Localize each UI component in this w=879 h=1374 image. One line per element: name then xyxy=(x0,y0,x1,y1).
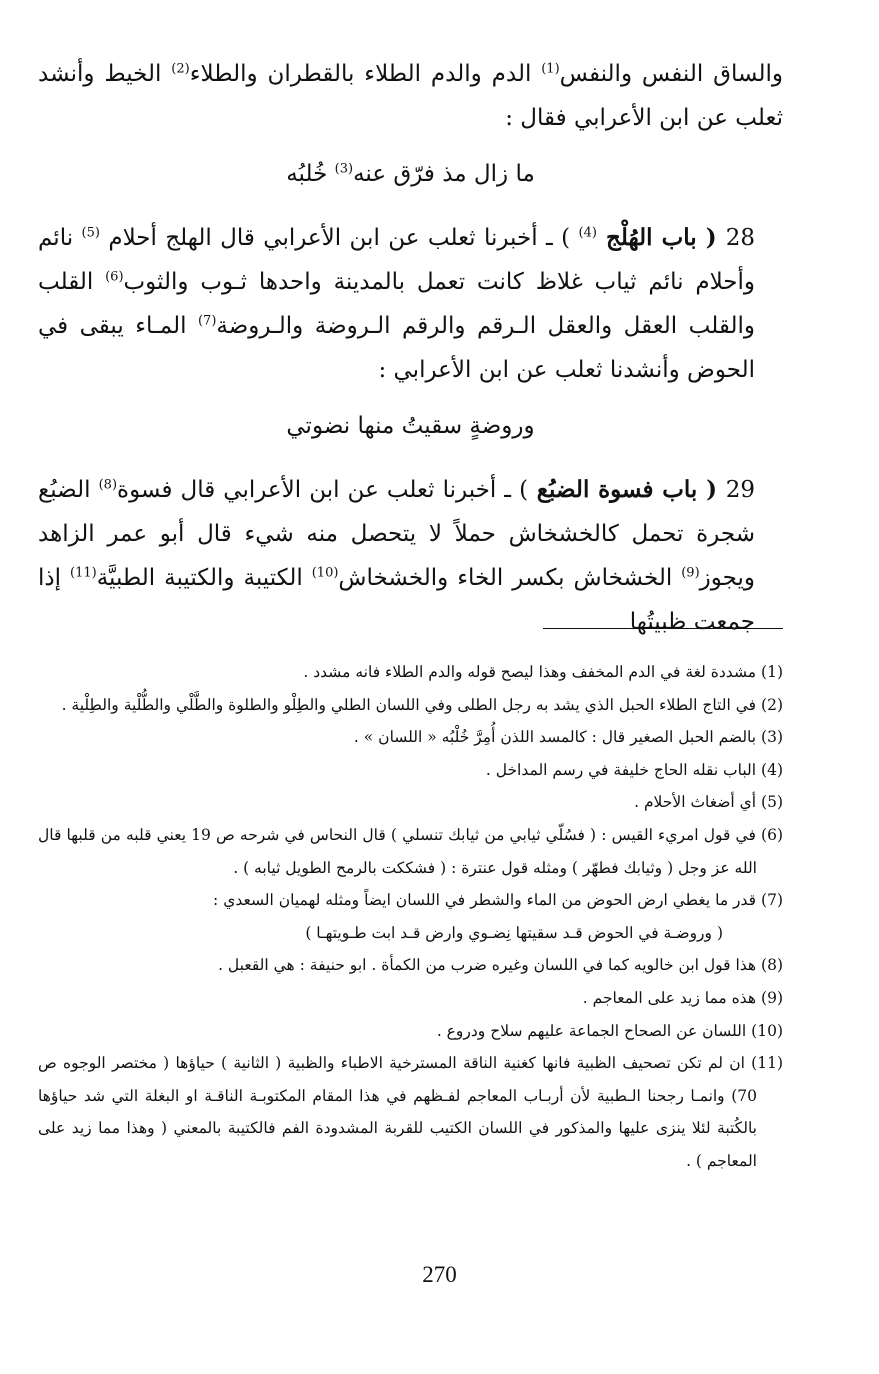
text-run: وروضةٍ سقيتُ منها نضوتي xyxy=(286,413,535,439)
text-run: ) ـ أخبرنا ثعلب عن ابن الأعرابي قال فسوة xyxy=(117,477,529,503)
section-title: ( باب الهُلْج xyxy=(596,224,726,251)
paragraph-intro xyxy=(38,52,783,140)
section-number: 28 xyxy=(725,225,755,251)
text-run: نائم وأحلام نائم ثياب غلاظ كانت تعمل بالمدينة واحدها ثـوب والثوب xyxy=(38,225,756,295)
footnotes xyxy=(38,656,783,1178)
page-number: 270 xyxy=(422,1262,457,1287)
text-run: الخيط وأنشد ثعلب عن ابن الأعرابي فقال : xyxy=(38,61,783,131)
footnote-4: (4) الباب نقله الحاج خليفة في رسم المداخل . xyxy=(485,760,783,779)
footnote-7-verse: ( وروضـة في الحوض قـد سقيتها نِضـوي وارض قـد ابت طـويتهـا ) xyxy=(305,923,723,942)
footnote-9: (9) هذه مما زيد على المعاجم . xyxy=(582,988,783,1007)
text-run: خُلبُه xyxy=(286,161,335,187)
footnote-ref: (3) xyxy=(334,161,354,177)
verse-line xyxy=(38,152,783,196)
footnote-2: (2) في التاج الطلاء الحبل الذي يشد به رجل الطلى وفي اللسان الطلي والطِلْو والطلوة والطَّلْي والطُّلْية والطِلْية . xyxy=(61,695,783,714)
section-number: 29 xyxy=(725,477,755,503)
footnote-11: (11) ان لم تكن تصحيف الظبية فانها كغنية الناقة المسترخية الاطباء والظبية ( الثانية ) حياؤها ( مختصر الوجوه ص 70) وانمـا رجحنا الـطبية لأن أربـاب المعاجم لفـظهم في هذا المقام المكتوبـة الناقـة او البغلة التي شد حياؤها بالكُتبة لئلا ينزى عليها والمذكور في اللسان الكتيب للقربة المشدودة الفم فالكتيبة بالمعني ( وهذا مما زيد على المعاجم ) . xyxy=(38,1054,783,1170)
text-run: الكتيبة والكتيبة الطبيَّة xyxy=(96,565,312,591)
main-text xyxy=(38,52,783,644)
footnote-6: (6) في قول امريء القيس : ( فسُلّي ثيابي من ثيابك تنسلي ) قال النحاس في شرحه ص 19 يعني قلبه من قلبها قال الله عز وجل ( وثيابك فطهّر ) ومثله قول عنترة : ( فشككت بالرمح الطويل ثيابه ) . xyxy=(38,825,783,877)
footnote-ref: (6) xyxy=(105,269,124,285)
footnote-separator xyxy=(543,628,783,629)
footnote-8: (8) هذا قول ابن خالويه كما في اللسان وغيره ضرب من الكمأة . ابو حنيفة : هي القعبل . xyxy=(218,956,783,975)
verse-line xyxy=(38,404,783,448)
section-title: ( باب فسوة الضبُع xyxy=(528,476,726,503)
footnote-5: (5) أي أضغاث الأحلام . xyxy=(634,793,783,812)
footnote-3: (3) بالضم الحبل الصغير قال : كالمسد اللذن أُمِرَّ خُلْبُه « اللسان » . xyxy=(353,728,783,747)
text-run: إذا جمعت ظبيتُها xyxy=(38,565,755,635)
text-run: ) ـ أخبرنا ثعلب عن ابن الأعرابي قال الهلج أحلام xyxy=(99,225,579,251)
footnote-ref: (11) xyxy=(70,565,97,581)
section-28 xyxy=(38,216,783,392)
footnote-ref: (4) xyxy=(578,225,597,241)
text-run: الضبُع شجرة تحمل كالخشخاش حملاً لا يتحصل منه شيء قال أبو عمر الزاهد ويجوز xyxy=(38,477,755,591)
footnote-ref: (9) xyxy=(681,565,700,581)
footnote-1: (1) مشددة لغة في الدم المخفف وهذا ليصح قوله والدم الطلاء فانه مشدد . xyxy=(303,663,783,681)
footnote-10: (10) اللسان عن الصحاح الجماعة عليهم سلاح ودروع . xyxy=(436,1021,783,1040)
text-run: ما زال مذ فرّق عنه xyxy=(353,161,535,187)
footnote-7: (7) قدر ما يغطي ارض الحوض من الماء والشطر في اللسان ايضاً ومثله لهميان السعدي : xyxy=(213,891,783,910)
text-run: الدم والدم الطلاء بالقطران والطلاء xyxy=(189,61,542,87)
footnote-ref: (7) xyxy=(197,313,217,329)
footnote-ref: (5) xyxy=(81,225,100,241)
footnote-ref: (10) xyxy=(311,565,339,581)
section-29 xyxy=(38,468,783,644)
text-run: المـاء يبقى في الحوض وأنشدنا ثعلب عن ابن الأعرابي : xyxy=(38,313,755,383)
text-run: القلب والقلب العقل والعقل الـرقم والرقم الـروضة والـروضة xyxy=(38,269,755,339)
footnote-ref: (2) xyxy=(171,61,190,77)
text-run: والساق النفس والنفس xyxy=(559,61,783,87)
footnote-ref: (1) xyxy=(541,61,560,77)
text-run: الخشخاش بكسر الخاء والخشخاش xyxy=(338,565,682,591)
footnote-ref: (8) xyxy=(98,477,118,493)
